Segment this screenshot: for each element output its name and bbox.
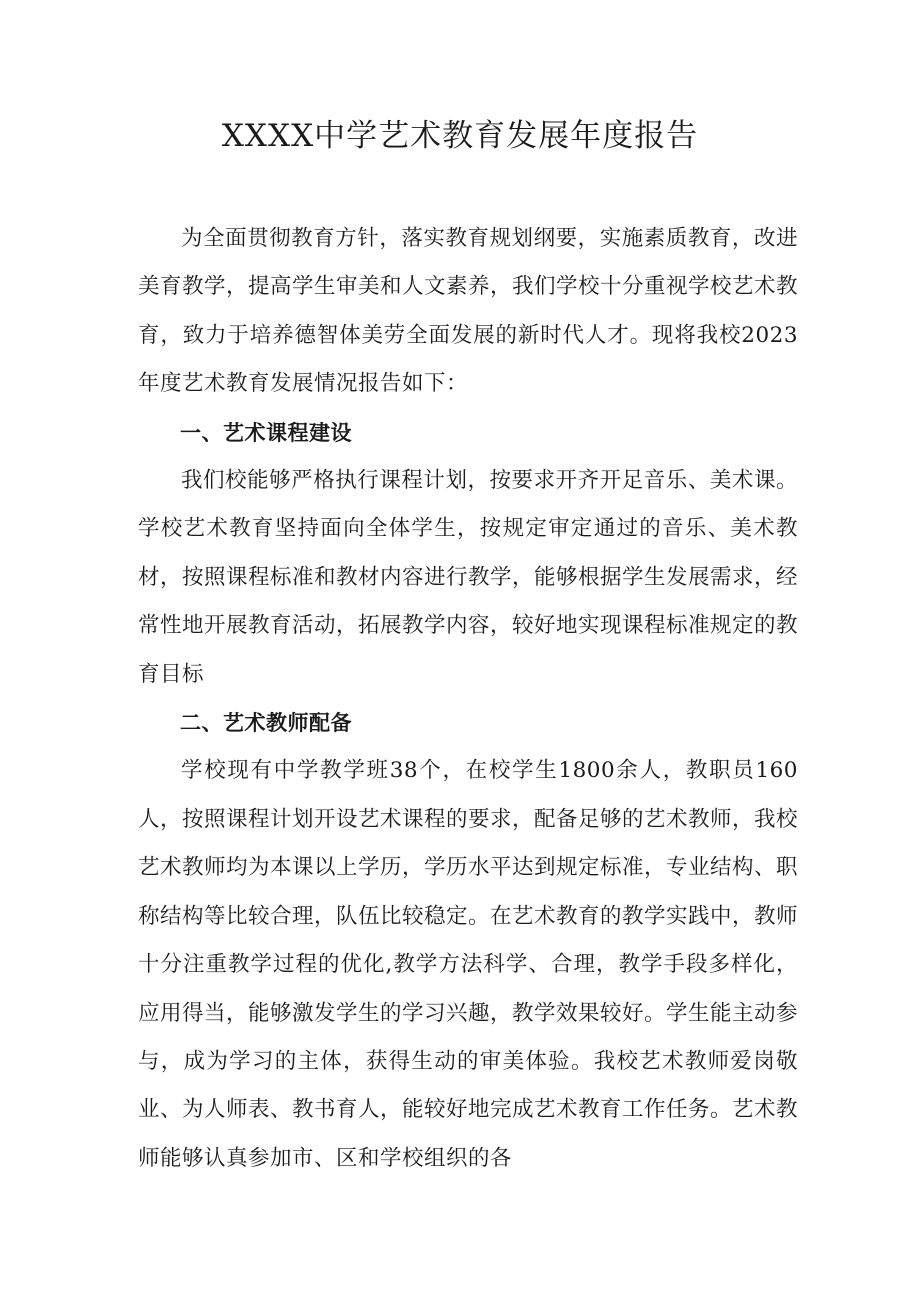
document-body [138,215,798,1183]
section-heading-teachers: 二、艺术教师配备 [180,711,352,736]
section-heading-courses: 一、艺术课程建设 [180,420,352,445]
section-paragraph-courses: 我们校能够严格执行课程计划，按要求开齐开足音乐、美术课。学校艺术教育坚持面向全体学生，按规定审定通过的音乐、美术教材，按照课程标准和教材内容进行教学，能够根据学生发展需求，经常性地开展教育活动，拓展教学内容，较好地实现课程标准规定的教育目标 [138,468,799,687]
section-paragraph-teachers: 学校现有中学教学班38个，在校学生1800余人，教职员160人，按照课程计划开设艺术课程的要求，配备足够的艺术教师，我校艺术教师均为本课以上学历，学历水平达到规定标准，专业结构、职称结构等比较合理，队伍比较稳定。在艺术教育的教学实践中，教师十分注重教学过程的优化,教学方法科学、合理，教学手段多样化，应用得当，能够激发学生的学习兴趣，教学效果较好。学生能主动参与，成为学习的主体，获得生动的审美体验。我校艺术教师爱岗敬业、为人师表、教书育人，能较好地完成艺术教育工作任务。艺术教师能够认真参加市、区和学校组织的各 [138,758,799,1171]
intro-paragraph: 为全面贯彻教育方针，落实教育规划纲要，实施素质教育，改进美育教学，提高学生审美和人文素养，我们学校十分重视学校艺术教育，致力于培养德智体美劳全面发展的新时代人才。现将我校2023年度艺术教育发展情况报告如下： [138,226,799,397]
document-title: XXXX中学艺术教育发展年度报告 [221,118,699,154]
